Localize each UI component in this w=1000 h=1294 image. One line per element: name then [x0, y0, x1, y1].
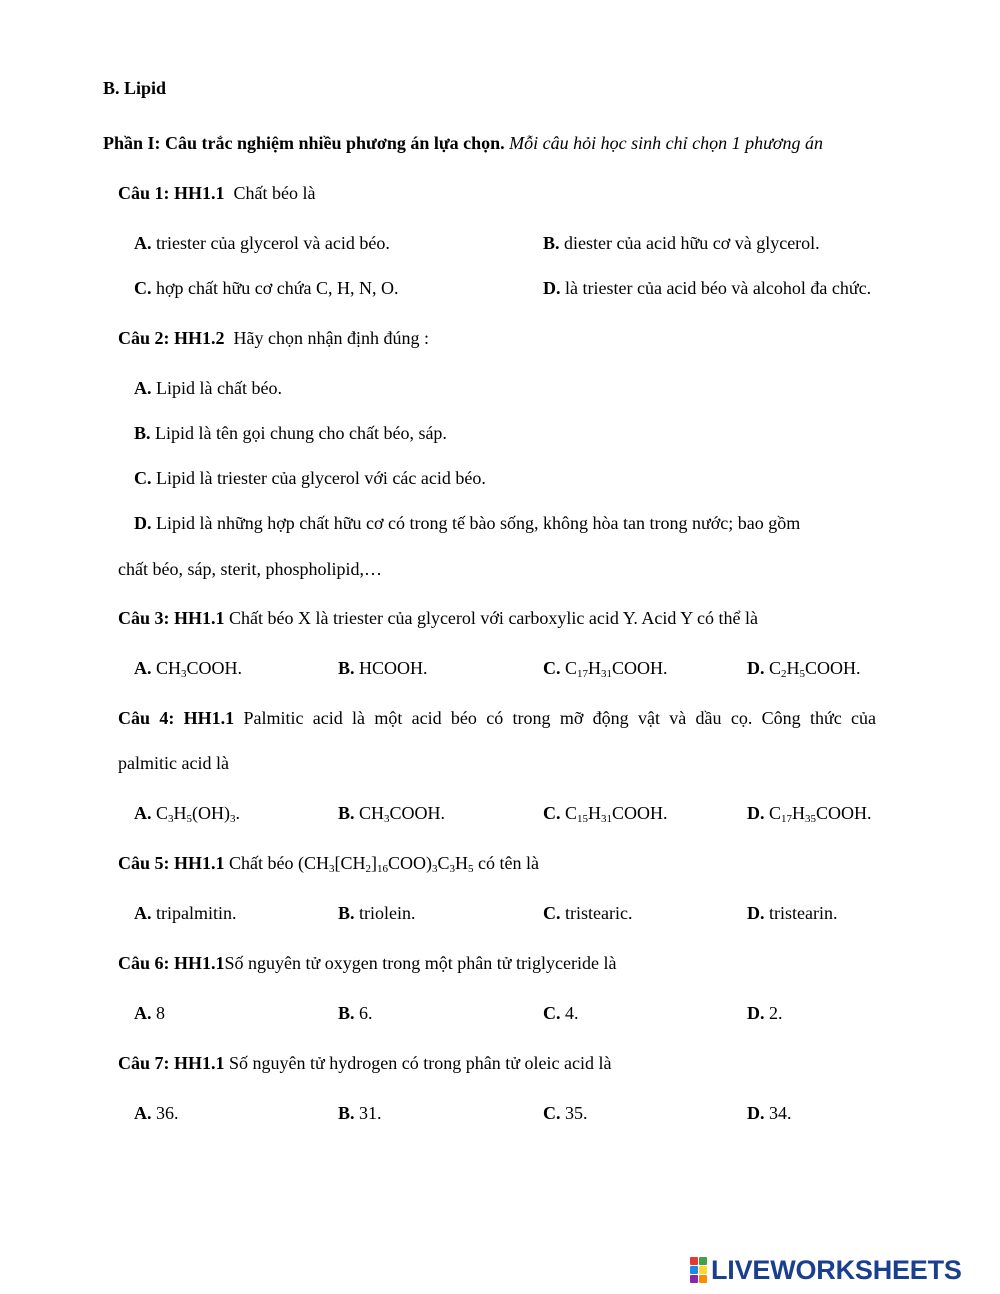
question-1: [118, 182, 316, 204]
liveworksheets-logo: [690, 1256, 962, 1284]
question-label: Câu 1: HH1.1: [118, 183, 225, 203]
logo-square: [690, 1257, 698, 1265]
section-title: B. Lipid: [103, 78, 167, 98]
q7-option-c[interactable]: C. 35.: [543, 1103, 588, 1123]
q2-option-b[interactable]: B. Lipid là tên gọi chung cho chất béo, sáp.: [134, 423, 447, 443]
question-5: [118, 852, 539, 874]
q4-option-b[interactable]: B. $CH_3COOH$.: [338, 803, 446, 825]
q5-option-d[interactable]: D. tristearin.: [747, 903, 838, 923]
q1-option-b[interactable]: B. diester của acid hữu cơ và glycerol.: [543, 233, 820, 253]
logo-square: [690, 1275, 698, 1283]
q2-option-d-continued: chất béo, sáp, sterit, phospholipid,…: [118, 559, 382, 579]
question-label: Câu 4: HH1.1: [118, 708, 235, 728]
question-3: [118, 607, 758, 629]
q3-option-b[interactable]: B. HCOOH.: [338, 658, 428, 678]
q6-option-c[interactable]: C. 4.: [543, 1003, 579, 1023]
q7-option-d[interactable]: D. 34.: [747, 1103, 792, 1123]
q3-option-d[interactable]: D. $C_2H_5COOH$.: [747, 658, 861, 680]
question-text: Chất béo là: [233, 183, 316, 203]
q6-option-d[interactable]: D. 2.: [747, 1003, 783, 1023]
q7-option-a[interactable]: A. 36.: [134, 1103, 179, 1123]
q4-option-a[interactable]: A. $C_3H_5(OH)_3$.: [134, 803, 241, 825]
q1-option-a[interactable]: A. triester của glycerol và acid béo.: [134, 233, 390, 253]
question-text: Palmitic acid là một acid béo có trong mỡ động vật và dầu cọ. Công thức của: [243, 708, 876, 728]
q2-option-a[interactable]: A. Lipid là chất béo.: [134, 378, 282, 398]
q3-option-a[interactable]: A. $CH_3COOH$.: [134, 658, 243, 680]
q5-option-a[interactable]: A. tripalmitin.: [134, 903, 237, 923]
logo-text: LIVEWORKSHEETS: [711, 1254, 962, 1285]
q1-option-d[interactable]: D. là triester của acid béo và alcohol đa chức.: [543, 278, 872, 298]
part-heading: [103, 132, 823, 154]
question-7: [118, 1052, 611, 1074]
question-6: [118, 952, 616, 974]
question-4-continued: palmitic acid là: [118, 753, 229, 773]
logo-mark-icon: [690, 1257, 707, 1283]
question-text: Số nguyên tử oxygen trong một phân tử triglyceride là: [224, 953, 617, 973]
q4-option-c[interactable]: C. $C_{15}H_{31}COOH$.: [543, 803, 668, 825]
q7-option-b[interactable]: B. 31.: [338, 1103, 382, 1123]
logo-square: [699, 1275, 707, 1283]
question-label: Câu 6: HH1.1: [118, 953, 225, 973]
logo-square: [699, 1266, 707, 1274]
question-text: Chất béo X là triester của glycerol với carboxylic acid Y. Acid Y có thể là: [229, 608, 759, 628]
question-text: Chất béo $(CH_3[CH_2]_{16}COO)_3C_3H_5$ có tên là: [229, 853, 539, 875]
q1-option-c[interactable]: C. hợp chất hữu cơ chứa C, H, N, O.: [134, 278, 399, 298]
q5-option-c[interactable]: C. tristearic.: [543, 903, 633, 923]
question-label: Câu 2: HH1.2: [118, 328, 225, 348]
q6-option-a[interactable]: A. 8: [134, 1003, 165, 1023]
logo-square: [690, 1266, 698, 1274]
question-text: Số nguyên tử hydrogen có trong phân tử oleic acid là: [229, 1053, 612, 1073]
q3-option-c[interactable]: C. $C_{17}H_{31}COOH$.: [543, 658, 668, 680]
question-label: Câu 5: HH1.1: [118, 853, 225, 873]
question-4: [118, 707, 876, 729]
q2-option-d[interactable]: D. Lipid là những hợp chất hữu cơ có trong tế bào sống, không hòa tan trong nước; bao gồm: [134, 513, 801, 533]
question-2: [118, 327, 429, 349]
part-title: Phần I: Câu trắc nghiệm nhiều phương án lựa chọn.: [103, 133, 505, 153]
q4-option-d[interactable]: D. $C_{17}H_{35}COOH$.: [747, 803, 872, 825]
question-text: Hãy chọn nhận định đúng :: [233, 328, 429, 348]
q2-option-c[interactable]: C. Lipid là triester của glycerol với các acid béo.: [134, 468, 486, 488]
question-label: Câu 3: HH1.1: [118, 608, 225, 628]
question-label: Câu 7: HH1.1: [118, 1053, 225, 1073]
q6-option-b[interactable]: B. 6.: [338, 1003, 373, 1023]
logo-square: [699, 1257, 707, 1265]
part-instruction: Mỗi câu hỏi học sinh chỉ chọn 1 phương án: [509, 133, 824, 153]
q5-option-b[interactable]: B. triolein.: [338, 903, 416, 923]
